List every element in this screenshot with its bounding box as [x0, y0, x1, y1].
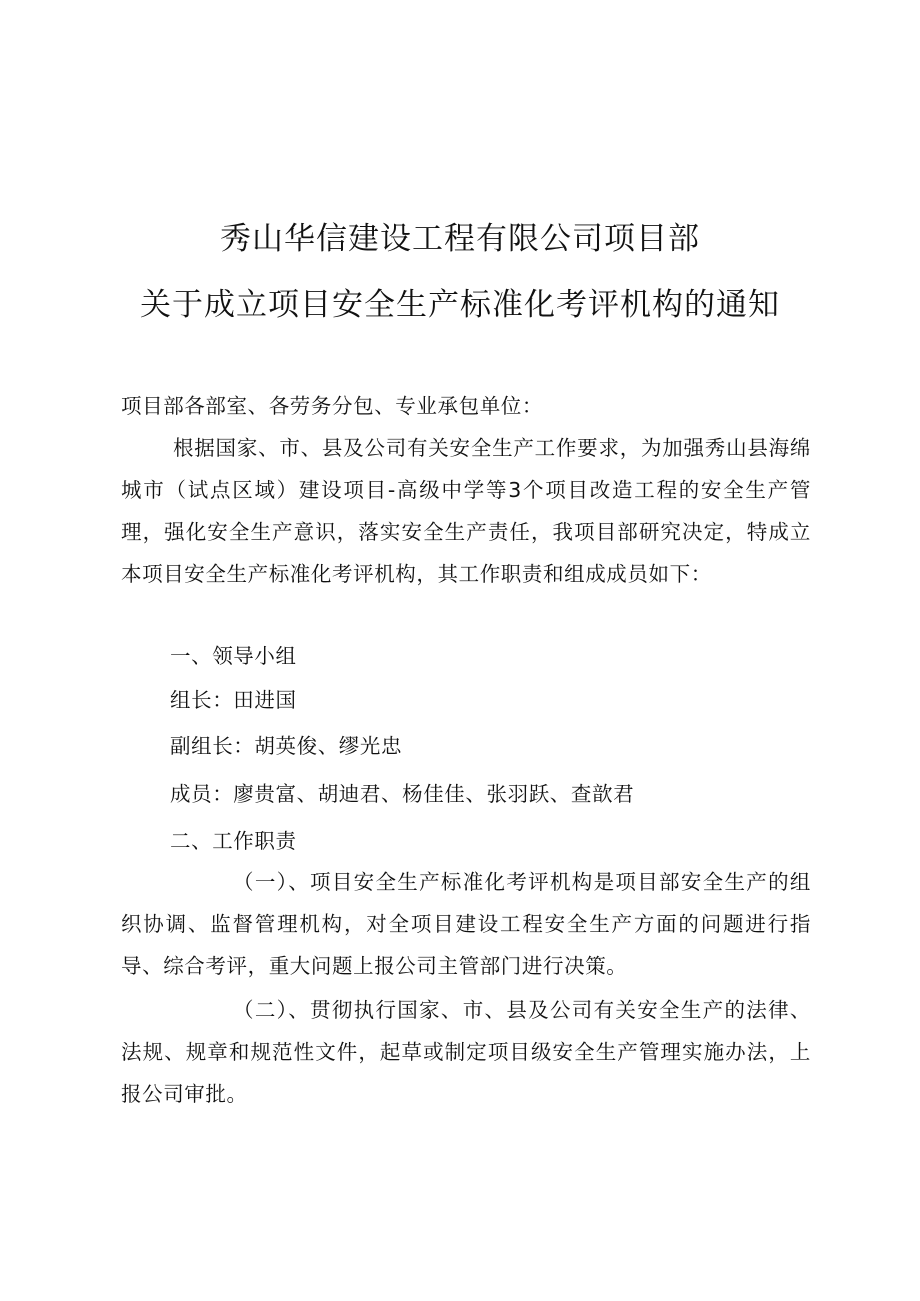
title-line-2: 关于成立项目安全生产标准化考评机构的通知: [140, 287, 780, 323]
deputy-leaders: 副组长：胡英俊、缪光忠: [170, 734, 403, 758]
intro-paragraph: 根据国家、市、县及公司有关安全生产工作要求，为加强秀山县海绵城市（试点区域）建设项目-高级中学等3个项目改造工程的安全生产管理，强化安全生产意识，落实安全生产责任，我项目部研究决定，特成立本项目安全生产标准化考评机构，其工作职责和组成成员如下：: [121, 436, 811, 586]
section-1-heading: 一、领导小组: [170, 644, 297, 668]
duty-paragraph-2: （二）、贯彻执行国家、市、县及公司有关安全生产的法律、法规、规章和规范性文件，起草或制定项目级安全生产管理实施办法，上报公司审批。: [121, 998, 811, 1106]
salutation: 项目部各部室、各劳务分包、专业承包单位：: [121, 394, 543, 418]
title-line-1: 秀山华信建设工程有限公司项目部: [220, 221, 700, 257]
duty-paragraph-1: （一）、项目安全生产标准化考评机构是项目部安全生产的组织协调、监督管理机构，对全项目建设工程安全生产方面的问题进行指导、综合考评，重大问题上报公司主管部门进行决策。: [121, 870, 811, 978]
group-members: 成员：廖贵富、胡迪君、杨佳佳、张羽跃、查歆君: [170, 782, 635, 806]
group-leader: 组长：田进国: [170, 688, 297, 712]
section-2-heading: 二、工作职责: [170, 829, 297, 853]
